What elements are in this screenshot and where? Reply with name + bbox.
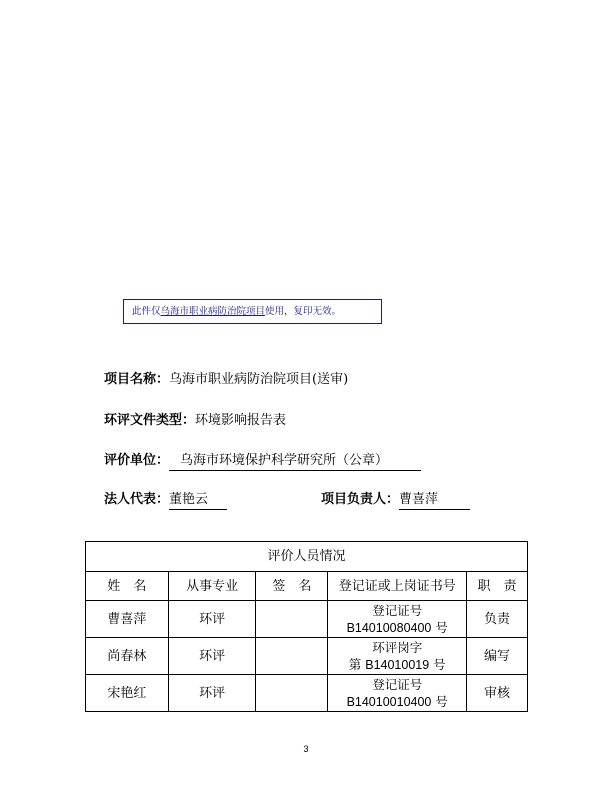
staff-name: 曹喜萍 bbox=[86, 601, 169, 638]
project-lead-value: 曹喜萍 bbox=[399, 491, 470, 510]
staff-signature bbox=[256, 638, 328, 675]
staff-cert bbox=[328, 675, 467, 712]
staff-cert bbox=[328, 601, 467, 638]
cert-number: B14010010400 bbox=[346, 694, 432, 709]
table-title-row bbox=[86, 542, 528, 572]
header-major: 从事专业 bbox=[168, 572, 256, 601]
staff-duty: 负责 bbox=[467, 601, 528, 638]
project-lead-field bbox=[321, 490, 470, 510]
legal-rep-value: 董艳云 bbox=[169, 491, 227, 510]
cert-suffix: 号 bbox=[431, 693, 448, 709]
eval-unit-label: 评价单位： bbox=[104, 453, 170, 468]
doc-type-value: 环境影响报告表 bbox=[195, 413, 287, 428]
cert-line1: 环评岗字 bbox=[372, 639, 423, 655]
staff-signature bbox=[256, 601, 328, 638]
header-cert: 登记证或上岗证书号 bbox=[328, 572, 467, 601]
legal-rep-field bbox=[104, 490, 227, 510]
staff-cert bbox=[328, 638, 467, 675]
cert-line1: 登记证号 bbox=[372, 602, 423, 618]
header-signature: 签 名 bbox=[256, 572, 328, 601]
notice-suffix: 使用，复印无效。 bbox=[265, 306, 342, 317]
page-number: 3 bbox=[303, 744, 309, 754]
project-name-value: 乌海市职业病防治院项目(送审) bbox=[169, 372, 349, 387]
legal-rep-label: 法人代表： bbox=[104, 492, 170, 507]
project-name-label: 项目名称： bbox=[104, 372, 170, 387]
copy-notice-box bbox=[123, 299, 382, 324]
table-row bbox=[86, 601, 528, 638]
staff-signature bbox=[256, 675, 328, 712]
eval-unit-value: 乌海市环境保护科学研究所（公章） bbox=[169, 452, 421, 471]
cert-line1: 登记证号 bbox=[372, 676, 423, 692]
doc-type-field bbox=[104, 411, 286, 431]
project-name-field bbox=[104, 370, 348, 390]
staff-major: 环评 bbox=[168, 601, 256, 638]
staff-table bbox=[85, 541, 528, 712]
cert-prefix: 第 bbox=[348, 656, 366, 672]
header-name: 姓 名 bbox=[86, 572, 169, 601]
notice-prefix: 此件仅 bbox=[132, 306, 161, 317]
doc-type-label: 环评文件类型： bbox=[104, 413, 196, 428]
staff-duty: 编写 bbox=[467, 638, 528, 675]
project-link[interactable]: 乌海市职业病防治院项目 bbox=[160, 306, 266, 317]
cert-number: B14010019 bbox=[365, 657, 430, 672]
project-lead-label: 项目负责人： bbox=[321, 492, 400, 507]
cert-suffix: 号 bbox=[429, 656, 446, 672]
staff-name: 尚春林 bbox=[86, 638, 169, 675]
cert-suffix: 号 bbox=[431, 619, 448, 635]
table-title: 评价人员情况 bbox=[86, 542, 528, 572]
staff-major: 环评 bbox=[168, 638, 256, 675]
cert-number: B14010080400 bbox=[346, 620, 432, 635]
header-duty: 职 责 bbox=[467, 572, 528, 601]
staff-major: 环评 bbox=[168, 675, 256, 712]
table-row bbox=[86, 638, 528, 675]
table-header-row bbox=[86, 572, 528, 601]
eval-unit-field bbox=[104, 451, 421, 471]
table-row bbox=[86, 675, 528, 712]
staff-duty: 审核 bbox=[467, 675, 528, 712]
staff-name: 宋艳红 bbox=[86, 675, 169, 712]
